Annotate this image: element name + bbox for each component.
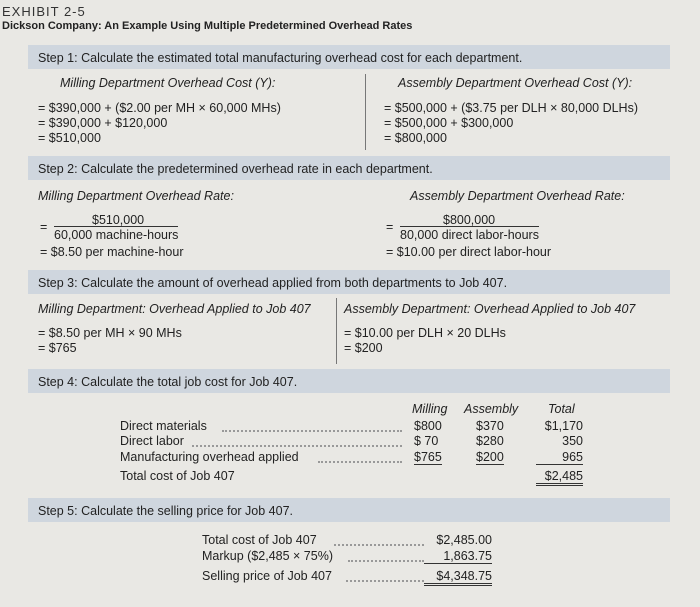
step4-row-label: Direct materials [120,419,207,433]
step4-row-total: 350 [562,434,583,448]
step1-title: Step 1: Calculate the estimated total manufacturing overhead cost for each department. [38,51,523,65]
step5-row-value: 1,863.75 [424,549,492,564]
dot-leader [222,430,402,432]
step2-assembly-heading: Assembly Department Overhead Rate: [410,189,625,203]
step5-row-value: $4,348.75 [424,569,492,586]
dot-leader [346,580,424,582]
step3-assembly-line: = $10.00 per DLH × 20 DLHs [344,326,506,340]
step3-assembly-line: = $200 [344,341,383,355]
step4-total-value: $2,485 [536,469,583,486]
step3-milling-line: = $8.50 per MH × 90 MHs [38,326,182,340]
step2-assembly-numerator: $800,000 [443,213,496,227]
exhibit-label: EXHIBIT 2-5 [2,4,86,19]
step4-header-total: Total [548,402,575,416]
dot-leader [192,445,402,447]
step3-assembly-heading: Assembly Department: Overhead Applied to Job 407 [344,302,636,316]
dot-leader [318,461,402,463]
step2-assembly-result: = $10.00 per direct labor-hour [386,245,552,259]
step4-row-milling: $765 [414,450,442,464]
step2-milling-numerator: $510,000 [92,213,145,227]
step1-assembly-line: = $800,000 [384,131,447,145]
step4-row-assembly: $200 [476,450,504,464]
step5-row-label: Markup ($2,485 × 75%) [202,549,333,563]
step1-milling-line: = $390,000 + ($2.00 per MH × 60,000 MHs) [38,101,281,115]
step3-divider [336,298,337,364]
step4-row-label: Manufacturing overhead applied [120,450,299,464]
step2-assembly-equals: = [386,220,394,234]
dot-leader [348,560,424,562]
step5-row-label: Selling price of Job 407 [202,569,332,583]
step5-row-label: Total cost of Job 407 [202,533,317,547]
step2-milling-heading: Milling Department Overhead Rate: [38,189,234,203]
step1-milling-line: = $510,000 [38,131,101,145]
step1-assembly-line: = $500,000 + ($3.75 per DLH × 80,000 DLHs) [384,101,638,115]
step3-milling-heading: Milling Department: Overhead Applied to Job 407 [38,302,311,316]
step4-header-assembly: Assembly [464,402,519,416]
step4-row-milling: $ 70 [414,434,439,448]
step1-milling-line: = $390,000 + $120,000 [38,116,168,130]
step1-assembly-heading: Assembly Department Overhead Cost (Y): [398,76,633,90]
step1-milling-heading: Milling Department Overhead Cost (Y): [60,76,276,90]
step4-row-label: Direct labor [120,434,184,448]
step4-row-assembly: $280 [476,434,504,448]
step5-row-value: $2,485.00 [436,533,492,547]
step1-divider [365,74,366,150]
step4-title: Step 4: Calculate the total job cost for Job 407. [38,375,298,389]
step3-milling-line: = $765 [38,341,77,355]
step2-title: Step 2: Calculate the predetermined overhead rate in each department. [38,162,433,176]
step4-header-milling: Milling [412,402,448,416]
step2-assembly-denominator: 80,000 direct labor-hours [400,228,539,242]
step4-total-label: Total cost of Job 407 [120,469,235,483]
step4-row-total: 965 [536,450,583,465]
dot-leader [334,544,424,546]
step2-milling-equals: = [40,220,48,234]
step3-title: Step 3: Calculate the amount of overhead applied from both departments to Job 407. [38,276,508,290]
exhibit-subtitle: Dickson Company: An Example Using Multiple Predetermined Overhead Rates [2,20,413,32]
step4-row-assembly: $370 [476,419,504,433]
step4-row-milling: $800 [414,419,442,433]
step5-title: Step 5: Calculate the selling price for Job 407. [38,504,294,518]
step4-row-total: $1,170 [544,419,583,433]
step1-assembly-line: = $500,000 + $300,000 [384,116,514,130]
step2-milling-result: = $8.50 per machine-hour [40,245,184,259]
step2-milling-denominator: 60,000 machine-hours [54,228,179,242]
